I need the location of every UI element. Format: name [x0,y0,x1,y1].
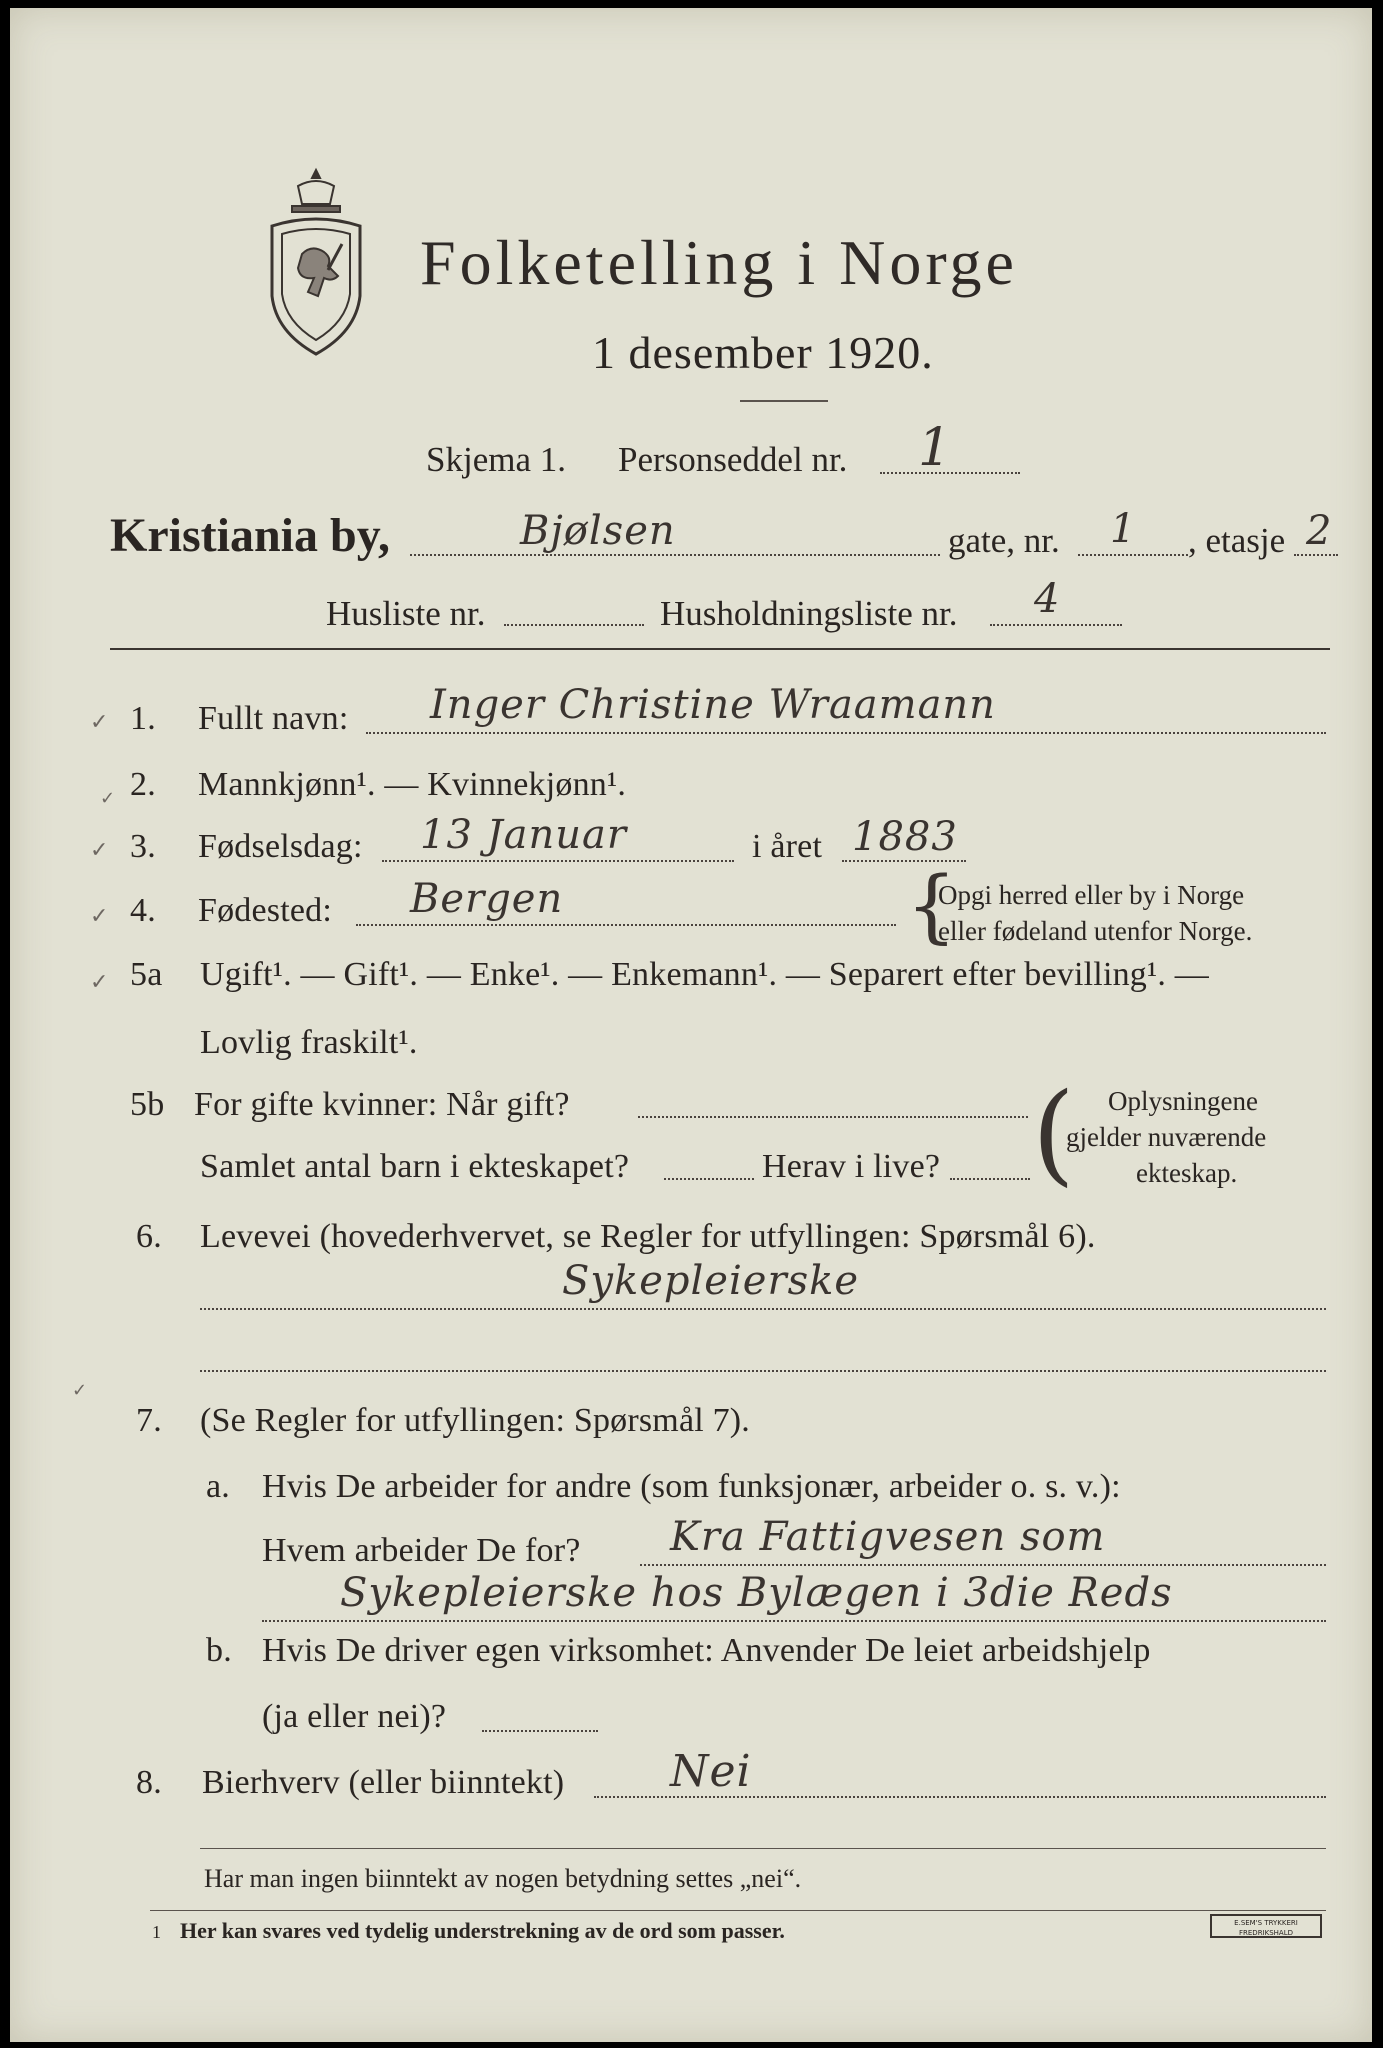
q5b-number: 5b [130,1086,165,1123]
q4-value[interactable]: Bergen [410,876,564,922]
city-label: Kristiania by, [110,509,391,562]
q6-label: Levevei (hovederhvervet, se Regler for utfyllingen: Spørsmål 6). [200,1218,1096,1255]
etasje-label: , etasje [1188,521,1286,560]
footer-divider [200,1848,1326,1849]
q4-number: 4. [130,892,156,929]
husholdning-line [990,624,1122,626]
q6-line1 [200,1308,1326,1310]
gate-nr-line [1078,554,1188,556]
q5b-note-line3: ekteskap. [1136,1158,1238,1188]
q8-value[interactable]: Nei [670,1746,752,1797]
q4-label: Fødested: [198,892,333,929]
q7a-value2[interactable]: Sykepleierske hos Bylægen i 3die Reds [340,1570,1173,1616]
q2-number: 2. [130,766,156,803]
q7-number: 7. [136,1402,162,1439]
q1-number: 1. [130,700,156,737]
check-mark-icon: ✓ [90,710,109,735]
q3-value[interactable]: 13 Januar [420,812,627,858]
q1-value[interactable]: Inger Christine Wraamann [430,682,996,728]
check-mark-icon: ✓ [100,788,116,809]
q5b-label2: Samlet antal barn i ekteskapet? [200,1148,630,1185]
form-date: 1 desember 1920. [592,327,934,378]
header-divider [110,648,1330,650]
check-mark-icon: ✓ [90,904,109,929]
q7a-line1 [640,1564,1326,1566]
q5b-children-line [664,1178,754,1180]
q5b-married-line [638,1116,1028,1118]
q4-note-line1: Opgi herred eller by i Norge [938,880,1245,910]
footnote-number: 1 [152,1922,161,1942]
q7b-letter: b. [206,1632,232,1669]
q5b-note-line2: gjelder nuværende [1066,1122,1267,1152]
street-line [410,554,940,556]
q5b-label3: Herav i live? [762,1148,941,1185]
q2-label: Mannkjønn¹. — Kvinnekjønn¹. [198,766,627,803]
q3-line [382,860,734,862]
gate-label: gate, nr. [948,521,1060,560]
check-mark-icon: ✓ [90,970,109,995]
q4-line [356,924,896,926]
q3-number: 3. [130,828,156,865]
skjema-label: Skjema 1. [426,440,566,479]
printer-stamp [1210,1914,1322,1938]
q5b-brace: ( [1032,1069,1075,1197]
coat-of-arms-icon [258,166,374,372]
q8-label: Bierhverv (eller biinntekt) [202,1764,565,1801]
check-mark-icon: ✓ [90,838,109,863]
q5b-alive-line [950,1178,1030,1180]
q8-number: 8. [136,1764,162,1801]
form-title: Folketelling i Norge [420,227,1018,298]
husholdning-label: Husholdningsliste nr. [660,594,958,633]
printer-stamp-text: E.SEM'S TRYKKERI FREDRIKSHALD [1234,1919,1298,1937]
q6-line2 [200,1370,1326,1372]
husliste-line [504,624,644,626]
personseddel-label: Personseddel nr. [618,440,848,479]
footnote-text: Her kan svares ved tydelig understrekning av de ord som passer. [180,1918,785,1943]
q7b-line [482,1730,598,1732]
etasje-line [1294,554,1338,556]
footnote-divider [150,1910,1326,1911]
q7a-line2 [262,1620,1326,1622]
etasje-value[interactable]: 2 [1306,508,1333,554]
q4-note-line2: eller fødeland utenfor Norge. [938,916,1253,946]
q4-brace: { [906,859,957,952]
q5a-number: 5a [130,956,163,993]
footer-note: Har man ingen biinntekt av nogen betydning settes „nei“. [204,1864,802,1893]
census-form [10,8,1372,2042]
q7a-letter: a. [206,1468,230,1505]
husholdning-value[interactable]: 4 [1034,576,1061,622]
q7-label: (Se Regler for utfyllingen: Spørsmål 7). [200,1402,751,1439]
q5b-note-line1: Oplysningene [1108,1086,1258,1116]
check-mark-icon: ✓ [72,1380,88,1401]
q3-year-label: i året [752,828,823,865]
gate-nr-value[interactable]: 1 [1110,506,1137,552]
personseddel-value[interactable]: 1 [918,418,953,478]
title-divider [740,400,828,402]
q7b-label2: (ja eller nei)? [262,1698,447,1735]
q5a-label: Ugift¹. — Gift¹. — Enke¹. — Enkemann¹. — Separert efter bevilling¹. — [200,956,1209,993]
q6-value[interactable]: Sykepleierske [562,1258,860,1304]
q5b-label: For gifte kvinner: Når gift? [194,1086,570,1123]
street-value[interactable]: Bjølsen [520,508,676,554]
q3-year-value[interactable]: 1883 [852,814,958,860]
q7a-label: Hvis De arbeider for andre (som funksjonær, arbeider o. s. v.): [262,1468,1121,1505]
q3-label: Fødselsdag: [198,828,363,865]
q7b-label: Hvis De driver egen virksomhet: Anvender De leiet arbeidshjelp [262,1632,1151,1669]
q7a-label2: Hvem arbeider De for? [262,1532,581,1569]
q1-line [366,732,1326,734]
q5a-label2: Lovlig fraskilt¹. [200,1024,418,1061]
q7a-value1[interactable]: Kra Fattigvesen som [670,1514,1106,1560]
q1-label: Fullt navn: [198,700,349,737]
q6-number: 6. [136,1218,162,1255]
husliste-label: Husliste nr. [326,594,486,633]
